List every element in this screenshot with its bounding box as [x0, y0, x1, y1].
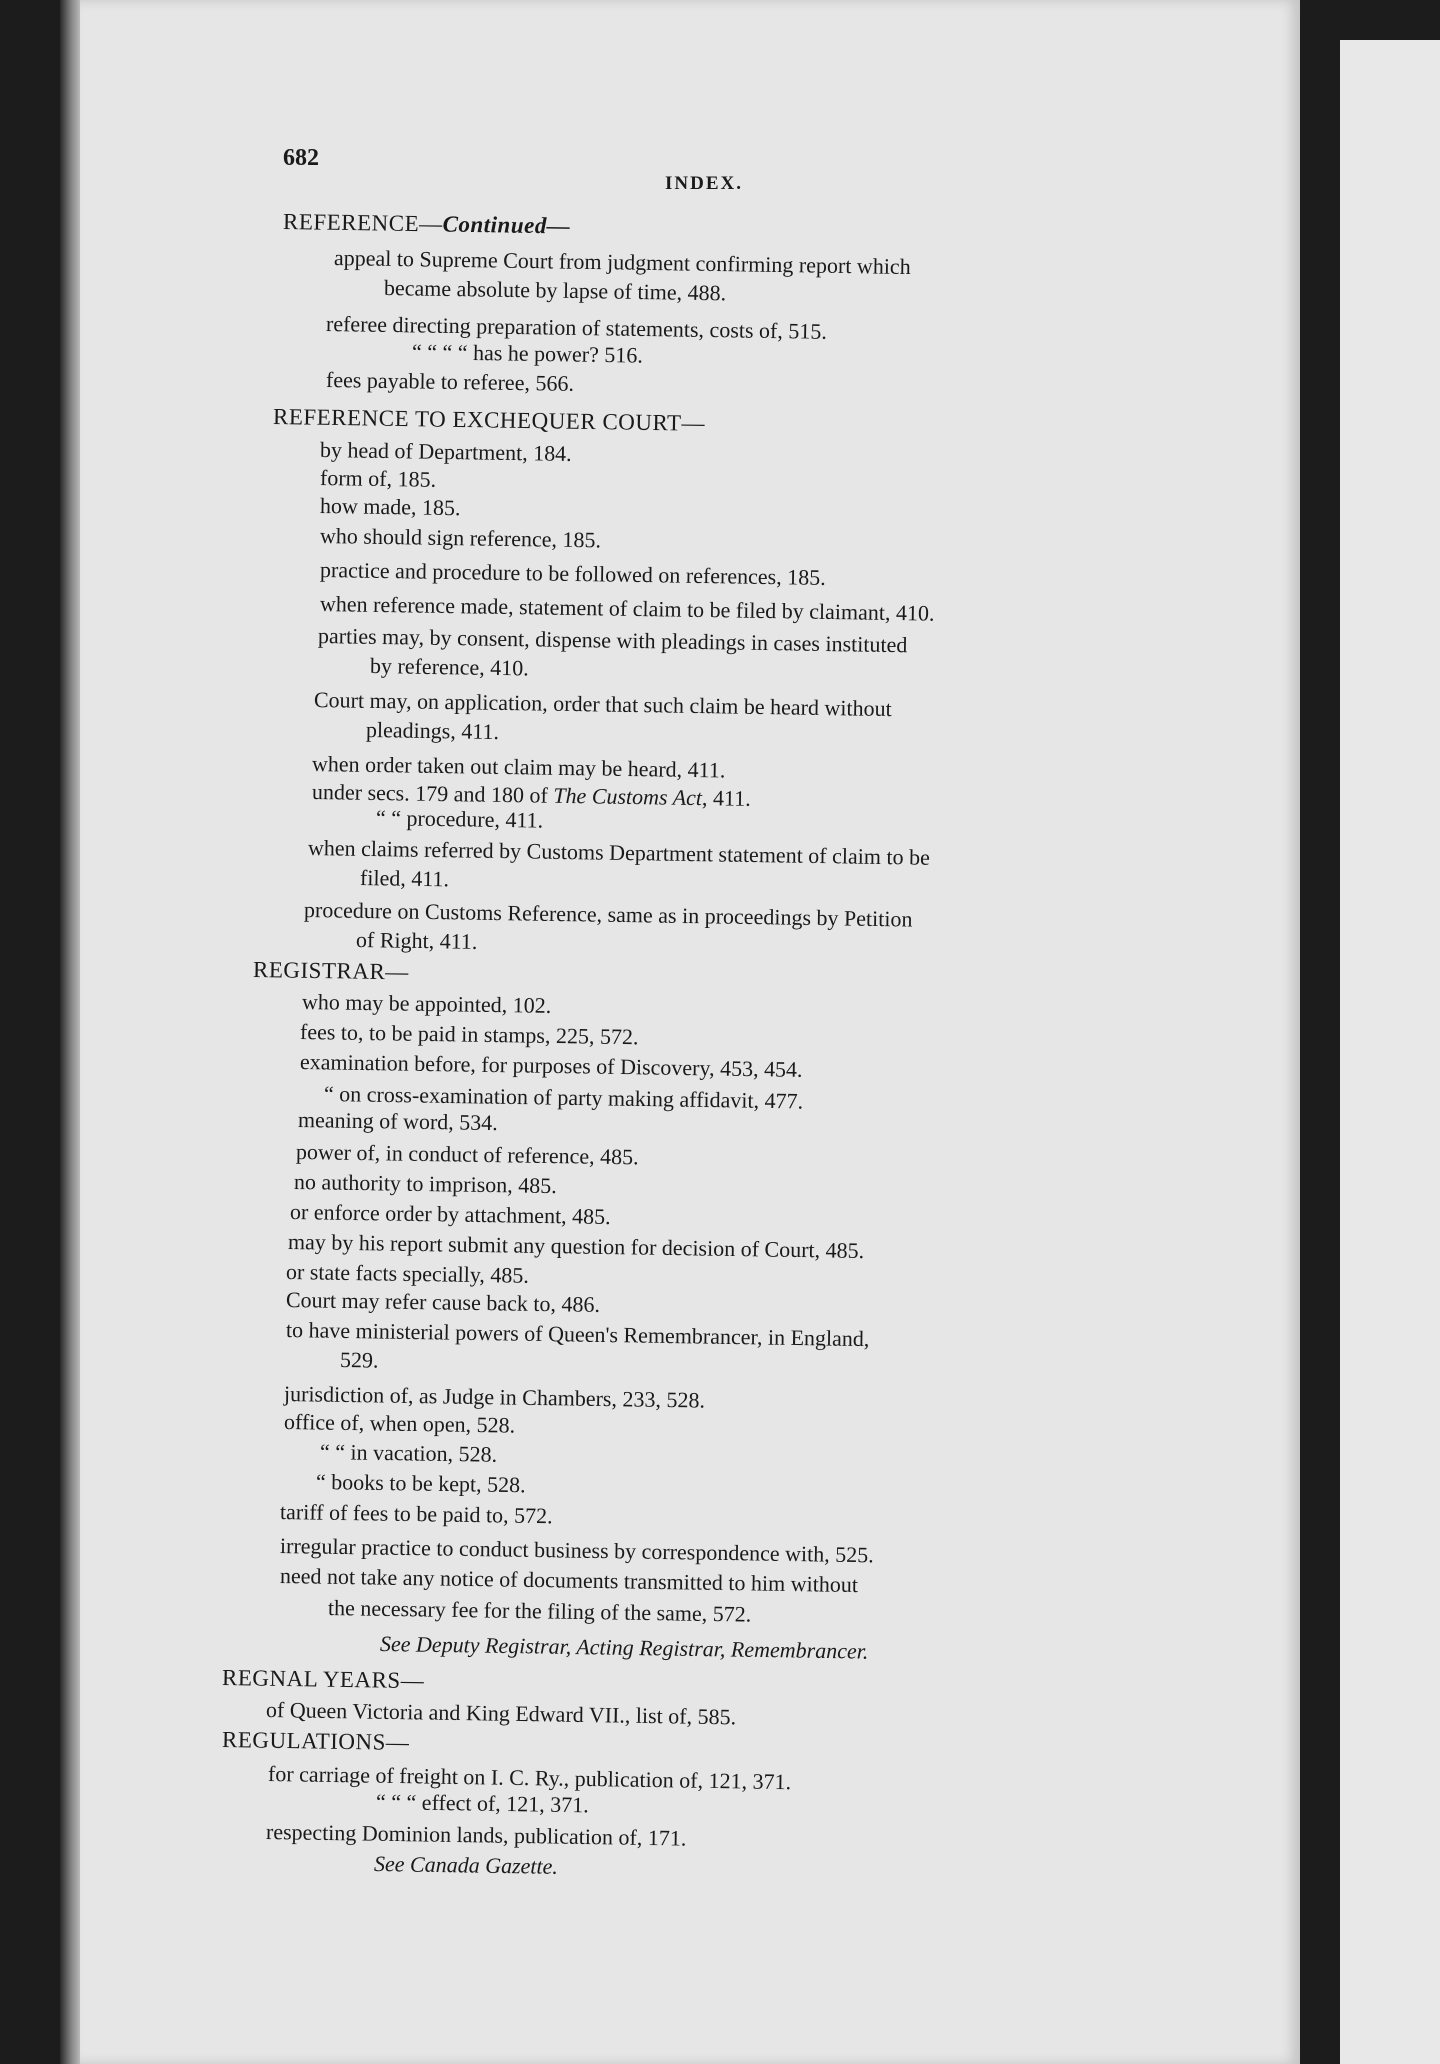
- cross-reference: [380, 1632, 869, 1664]
- entry-text: “ “ “ effect of, 121, 371.: [375, 1789, 589, 1818]
- entry-text: See Deputy Registrar, Acting Registrar, Remembrancer.: [379, 1631, 869, 1664]
- entry-text: when order taken out claim may be heard, 411.: [311, 751, 726, 783]
- entry-text: fees to, to be paid in stamps, 225, 572.: [299, 1019, 639, 1050]
- entry-text: by head of Department, 184.: [319, 437, 572, 466]
- index-entry: [300, 1020, 639, 1049]
- index-entry: [286, 1288, 600, 1317]
- entry-text: how made, 185.: [319, 493, 461, 521]
- index-entry: [384, 276, 726, 305]
- entry-text: under secs. 179 and 180 of: [311, 779, 554, 808]
- entry-text: for carriage of freight on I. C. Ry., publication of, 121, 371.: [267, 1761, 792, 1795]
- index-entry: [320, 438, 572, 466]
- entry-text: by reference, 410.: [369, 653, 529, 681]
- entry-text: 529.: [339, 1347, 379, 1373]
- index-entry: [284, 1382, 705, 1413]
- index-entry: [268, 1762, 791, 1794]
- index-entry: [318, 624, 908, 657]
- index-entry: [376, 1790, 589, 1817]
- index-entry: [300, 1050, 803, 1082]
- index-entry: [360, 866, 449, 891]
- entry-text: referee directing preparation of statements, costs of, 515.: [325, 311, 828, 344]
- entry-text: of Queen Victoria and King Edward VII., list of, 585.: [265, 1697, 737, 1730]
- index-entry: [298, 1108, 498, 1135]
- index-entry: [370, 654, 529, 680]
- index-entry: [266, 1820, 687, 1851]
- entry-text: REGNAL YEARS—: [221, 1665, 425, 1694]
- entry-text: who should sign reference, 185.: [319, 523, 602, 553]
- running-head: INDEX.: [665, 173, 743, 194]
- index-entry: [320, 524, 601, 552]
- page-number: 682: [283, 145, 319, 171]
- index-entry: [294, 1170, 557, 1198]
- entry-text: to have ministerial powers of Queen's Remembrancer, in England,: [285, 1317, 870, 1352]
- entry-text: practice and procedure to be followed on references, 185.: [319, 557, 826, 590]
- index-heading: [273, 405, 705, 436]
- entry-text: the necessary fee for the filing of the same, 572.: [327, 1595, 752, 1627]
- index-entry: [314, 688, 892, 721]
- entry-text: form of, 185.: [319, 465, 437, 492]
- index-entry: [286, 1260, 529, 1288]
- entry-text: procedure on Customs Reference, same as in proceedings by Petition: [303, 897, 913, 932]
- entry-text: jurisdiction of, as Judge in Chambers, 233, 528.: [283, 1381, 706, 1413]
- index-entry: [316, 1470, 526, 1497]
- entry-text: Court may, on application, order that such claim be heard without: [313, 687, 892, 722]
- entry-text: no authority to imprison, 485.: [293, 1169, 557, 1199]
- entry-text: power of, in conduct of reference, 485.: [295, 1139, 639, 1170]
- index-entry: [320, 592, 935, 626]
- entry-text: See Canada Gazette.: [373, 1851, 559, 1879]
- entry-text: examination before, for purposes of Discovery, 453, 454.: [299, 1049, 803, 1082]
- index-entry: [288, 1230, 865, 1263]
- index-heading: [222, 1728, 410, 1755]
- index-entry: [326, 312, 827, 344]
- entry-text: or enforce order by attachment, 485.: [289, 1199, 611, 1230]
- index-entry: [290, 1200, 611, 1229]
- entry-text: of Right, 411.: [355, 927, 478, 954]
- entry-text: “ “ in vacation, 528.: [319, 1439, 498, 1467]
- entry-text: REFERENCE TO EXCHEQUER COURT—: [272, 404, 706, 436]
- entry-text: Court may refer cause back to, 486.: [285, 1287, 601, 1317]
- index-entry: [320, 558, 826, 590]
- index-entry: [286, 1318, 870, 1351]
- index-entry: [320, 494, 461, 520]
- entry-text: office of, when open, 528.: [283, 1409, 516, 1438]
- index-heading: [253, 958, 409, 984]
- index-entry: [326, 368, 574, 396]
- entry-text: REGISTRAR—: [252, 957, 409, 985]
- index-entry: [334, 246, 911, 279]
- index-entry: [280, 1500, 553, 1528]
- index-entry: [328, 1596, 752, 1627]
- entry-text: when reference made, statement of claim to be filed by claimant, 410.: [319, 591, 935, 626]
- entry-text: tariff of fees to be paid to, 572.: [279, 1499, 553, 1529]
- index-entry: [320, 1440, 498, 1467]
- index-entry: [340, 1348, 379, 1373]
- entry-text: “ books to be kept, 528.: [315, 1469, 526, 1498]
- index-entry: [376, 806, 544, 833]
- entry-text: REFERENCE—: [282, 209, 443, 237]
- index-entry: [284, 1410, 515, 1438]
- index-entry: [356, 928, 478, 954]
- entry-text: respecting Dominion lands, publication of, 171.: [265, 1819, 687, 1851]
- index-entry: [366, 718, 499, 744]
- index-entry: [412, 340, 643, 368]
- entry-text: became absolute by lapse of time, 488.: [383, 275, 727, 306]
- entry-text: pleadings, 411.: [365, 717, 500, 745]
- entry-text: REGULATIONS—: [221, 1727, 410, 1755]
- entry-text: irregular practice to conduct business by correspondence with, 525.: [279, 1533, 874, 1568]
- index-entry: [304, 898, 913, 932]
- index-entry: [312, 752, 726, 782]
- entry-suffix: , 411.: [701, 785, 751, 811]
- entry-text: or state facts specially, 485.: [285, 1259, 530, 1288]
- entry-text: need not take any notice of documents transmitted to him without: [279, 1563, 859, 1598]
- index-entry: [280, 1534, 874, 1567]
- entry-text: “ “ “ “ has he power? 516.: [411, 339, 644, 368]
- entry-text: when claims referred by Customs Department statement of claim to be: [307, 835, 931, 870]
- entry-text: filed, 411.: [359, 865, 450, 892]
- index-entry: [320, 466, 436, 492]
- index-heading: [283, 210, 571, 239]
- entry-text: who may be appointed, 102.: [301, 989, 552, 1018]
- index-heading: [222, 1666, 425, 1693]
- act-title: The Customs Act: [553, 782, 703, 811]
- entry-text: parties may, by consent, dispense with pleadings in cases instituted: [317, 623, 908, 658]
- entry-text: may by his report submit any question for decision of Court, 485.: [287, 1229, 865, 1264]
- entry-text: appeal to Supreme Court from judgment confirming report which: [333, 245, 911, 280]
- entry-text: “ on cross-examination of party making affidavit, 477.: [323, 1081, 804, 1114]
- entry-text: meaning of word, 534.: [297, 1107, 498, 1136]
- continued-label: Continued—: [442, 211, 571, 239]
- entry-text: “ “ procedure, 411.: [375, 805, 544, 833]
- cross-reference: [374, 1852, 558, 1879]
- index-entry: [296, 1140, 639, 1169]
- index-entry: [302, 990, 552, 1018]
- index-entry: [266, 1698, 736, 1729]
- entry-text: fees payable to referee, 566.: [325, 367, 575, 396]
- index-entry: [280, 1564, 858, 1597]
